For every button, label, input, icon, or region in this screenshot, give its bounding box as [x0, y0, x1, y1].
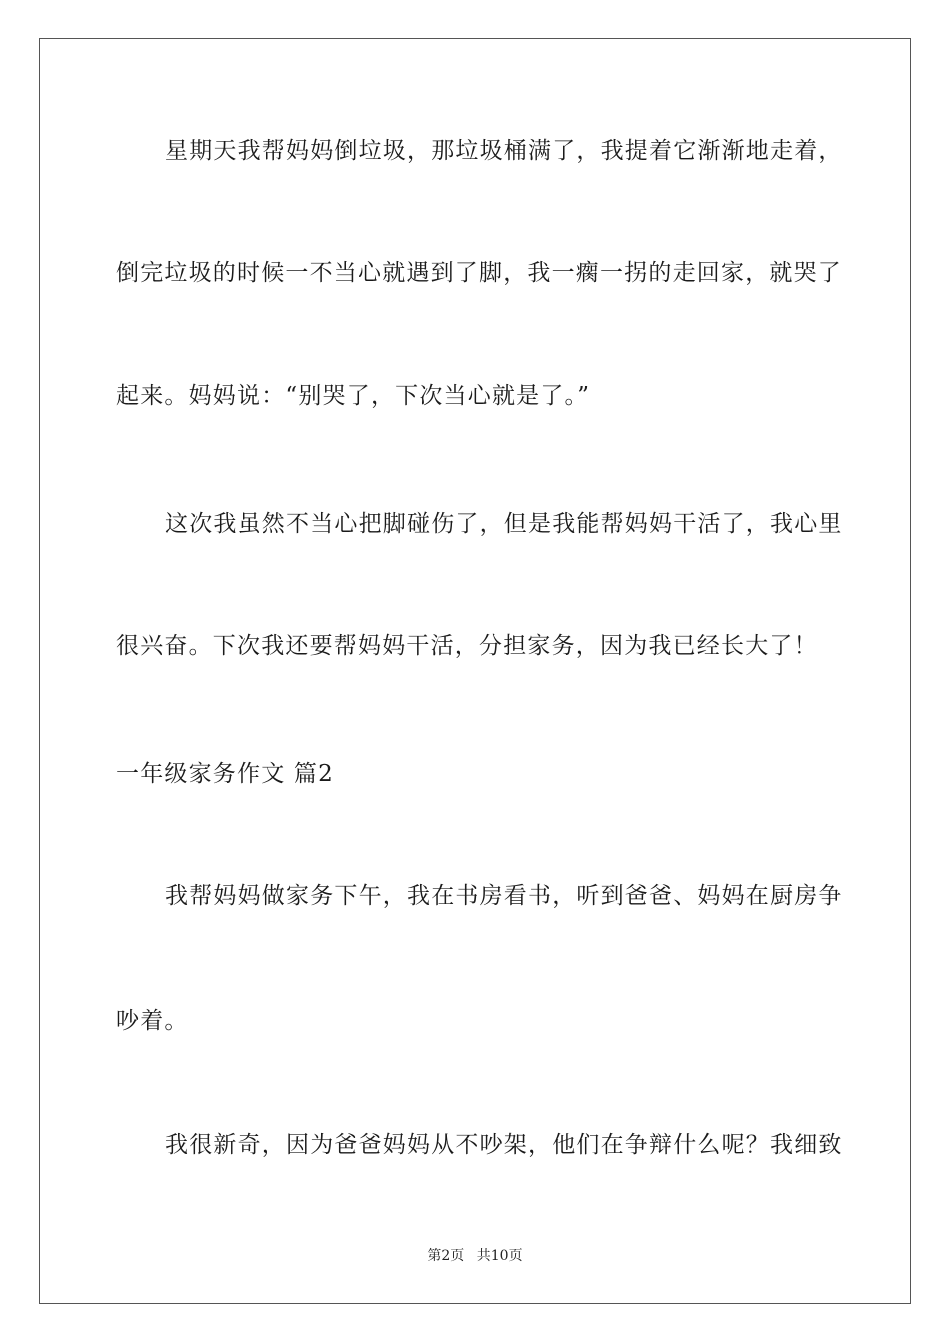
- text-line: 起来。妈妈说：“别哭了，下次当心就是了。”: [116, 383, 591, 409]
- text-line: 我帮妈妈做家务下午，我在书房看书，听到爸爸、妈妈在厨房争: [165, 883, 843, 909]
- text-line: 倒完垃圾的时候一不当心就遇到了脚，我一瘸一拐的走回家，就哭了: [116, 260, 842, 286]
- page-frame: [39, 38, 911, 1304]
- text-line: 很兴奋。下次我还要帮妈妈干活，分担家务，因为我已经长大了！: [116, 633, 818, 659]
- text-line: 星期天我帮妈妈倒垃圾，那垃圾桶满了，我提着它渐渐地走着，: [165, 138, 843, 164]
- text-line: 吵着。: [116, 1008, 189, 1034]
- text-line: 我很新奇，因为爸爸妈妈从不吵架，他们在争辩什么呢？我细致: [165, 1132, 843, 1158]
- page-number: 第2页: [427, 1248, 465, 1264]
- page-total: 共10页: [476, 1248, 523, 1264]
- page-footer: [0, 1247, 950, 1265]
- section-heading: 一年级家务作文 篇2: [116, 761, 334, 787]
- text-line: 这次我虽然不当心把脚碰伤了，但是我能帮妈妈干活了，我心里: [165, 511, 843, 537]
